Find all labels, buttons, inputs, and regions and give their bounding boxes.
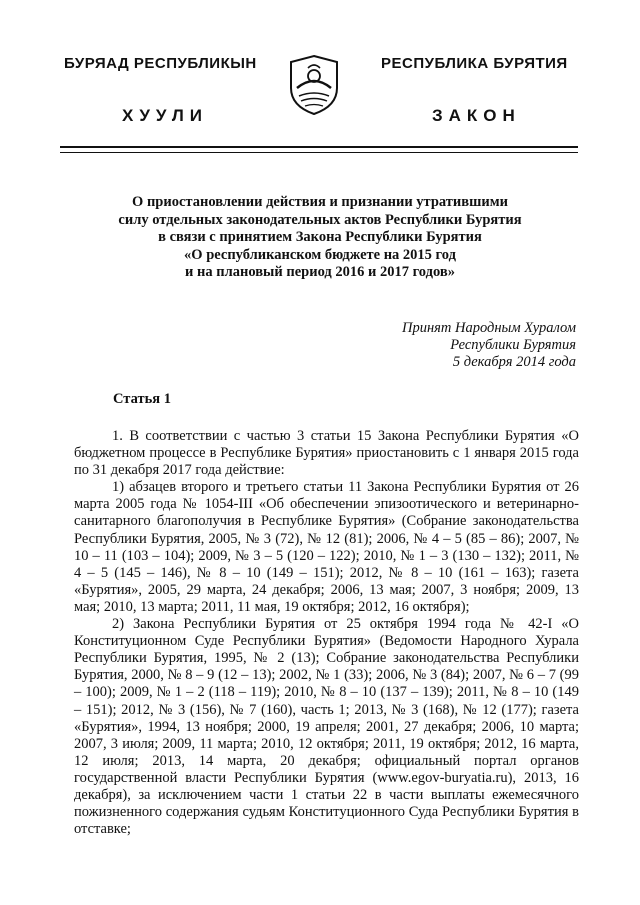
header-right-title: РЕСПУБЛИКА БУРЯТИЯ bbox=[381, 55, 568, 72]
adoption-line: Принят Народным Хуралом bbox=[401, 320, 576, 336]
law-title-line: силу отдельных законодательных актов Республики Бурятия bbox=[118, 211, 522, 228]
paragraph: 1. В соответствии с частью 3 статьи 15 Закона Республики Бурятия «О бюджетном процессе в Республике Бурятия» приостановить с 1 января 2015 года по 31 декабря 2017 года действие: bbox=[74, 428, 579, 479]
law-title-line: в связи с принятием Закона Республики Бурятия bbox=[158, 229, 482, 245]
adoption-note bbox=[402, 320, 576, 371]
paragraph: 1) абзацев второго и третьего статьи 11 Закона Республики Бурятия от 26 марта 2005 года № 1054-III «Об обеспечении эпизоотического и ветеринарно-санитарного благополучия в Республике Бурятия» (Собрание законодательства Республики Бурятия, 2005, № 3 (72), № 12 (81); 2006, № 4 – 5 (85 – 86); 2007, № 10 – 11 (103 – 104); 2009, № 3 – 5 (120 – 122); 2010, № 1 – 3 (130 – 132); 2011, № 4 – 5 (145 – 146), № 8 – 10 (149 – 151); 2012, № 8 – 10 (161 – 163); газета «Бурятия», 2005, 29 марта, 24 декабря; 2006, 13 мая; 2007, 3 ноября; 2009, 13 мая; 2010, 13 марта; 2011, 11 мая, 19 октября; 2012, 16 октября); bbox=[74, 479, 579, 615]
coat-of-arms-emblem bbox=[287, 54, 341, 116]
adoption-date: 5 декабря 2014 года bbox=[452, 354, 576, 370]
law-title bbox=[90, 194, 550, 282]
header-left-title: БУРЯАД РЕСПУБЛИКЫН bbox=[64, 55, 257, 72]
header-divider-thick bbox=[60, 146, 578, 148]
header-right-doc-type: ЗАКОН bbox=[432, 106, 521, 125]
article-heading: Статья 1 bbox=[113, 391, 171, 407]
law-title-line: О приостановлении действия и признании утратившими bbox=[132, 194, 508, 210]
header-divider-thin bbox=[60, 152, 578, 153]
adoption-line: Республики Бурятия bbox=[450, 337, 576, 353]
law-title-line: «О республиканском бюджете на 2015 год bbox=[184, 246, 456, 263]
law-title-line: и на плановый период 2016 и 2017 годов» bbox=[185, 264, 455, 280]
header-left-doc-type: ХУУЛИ bbox=[122, 106, 208, 125]
article-body bbox=[74, 428, 579, 838]
paragraph: 2) Закона Республики Бурятия от 25 октября 1994 года № 42-I «О Конституционном Суде Республики Бурятия» (Ведомости Народного Хурала Республики Бурятия, 1995, № 2 (13); Собрание законодательства Республики Бурятия, 2000, № 8 – 9 (12 – 13); 2002, № 1 (33); 2006, № 3 (84); 2007, № 6 – 7 (99 – 100); 2009, № 1 – 2 (118 – 119); 2010, № 8 – 10 (137 – 139); 2011, № 8 – 10 (149 – 151); 2012, № 3 (156), № 7 (160), часть 1; 2013, № 3 (168), № 12 (177); газета «Бурятия», 1994, 13 ноября; 2000, 19 апреля; 2001, 27 декабря; 2006, 10 марта; 2007, 3 июля; 2009, 11 марта; 2010, 12 октября; 2011, 19 октября; 2012, 16 марта, 12 июля; 2013, 14 марта, 20 декабря; официальный портал органов государственной власти Республики Бурятия (www.egov-buryatia.ru), 2013, 16 декабря), за исключением части 1 статьи 22 в части выплаты ежемесячного пожизненного содержания судьям Конституционного Суда Республики Бурятия в отставке; bbox=[74, 616, 579, 838]
